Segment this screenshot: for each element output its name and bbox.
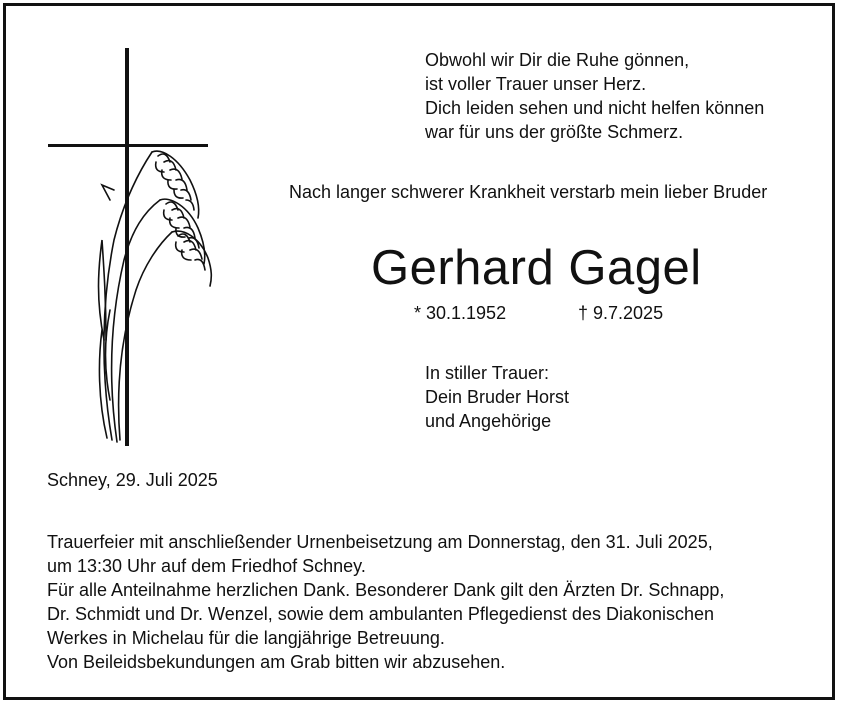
wheat-icon bbox=[99, 151, 212, 442]
funeral-notice bbox=[47, 530, 724, 674]
birth-date: * 30.1.1952 bbox=[414, 303, 507, 323]
poem bbox=[425, 48, 764, 144]
death-date: † 9.7.2025 bbox=[578, 303, 664, 323]
mourners-line: In stiller Trauer: bbox=[425, 363, 550, 383]
deceased-name: Gerhard Gagel bbox=[371, 241, 702, 295]
poem-line: ist voller Trauer unser Herz. bbox=[425, 74, 647, 94]
poem-line: Obwohl wir Dir die Ruhe gönnen, bbox=[425, 50, 690, 70]
poem-line: Dich leiden sehen und nicht helfen können bbox=[425, 98, 765, 118]
notice-line: Werkes in Michelau für die langjährige Betreuung. bbox=[47, 628, 445, 648]
intro-text: Nach langer schwerer Krankheit verstarb mein lieber Bruder bbox=[289, 182, 768, 202]
poem-line: war für uns der größte Schmerz. bbox=[425, 122, 684, 142]
place-date: Schney, 29. Juli 2025 bbox=[47, 470, 218, 490]
notice-line: Dr. Schmidt und Dr. Wenzel, sowie dem ambulanten Pflegedienst des Diakonischen bbox=[47, 604, 715, 624]
notice-line: Für alle Anteilnahme herzlichen Dank. Besonderer Dank gilt den Ärzten Dr. Schnapp, bbox=[47, 580, 725, 600]
mourners-line: Dein Bruder Horst bbox=[425, 387, 570, 407]
mourners-line: und Angehörige bbox=[425, 411, 552, 431]
mourners bbox=[425, 361, 569, 433]
notice-line: Trauerfeier mit anschließender Urnenbeisetzung am Donnerstag, den 31. Juli 2025, bbox=[47, 532, 713, 552]
cross-with-wheat-illustration bbox=[40, 40, 230, 460]
notice-line: um 13:30 Uhr auf dem Friedhof Schney. bbox=[47, 556, 366, 576]
notice-line: Von Beileidsbekundungen am Grab bitten wir abzusehen. bbox=[47, 652, 506, 672]
